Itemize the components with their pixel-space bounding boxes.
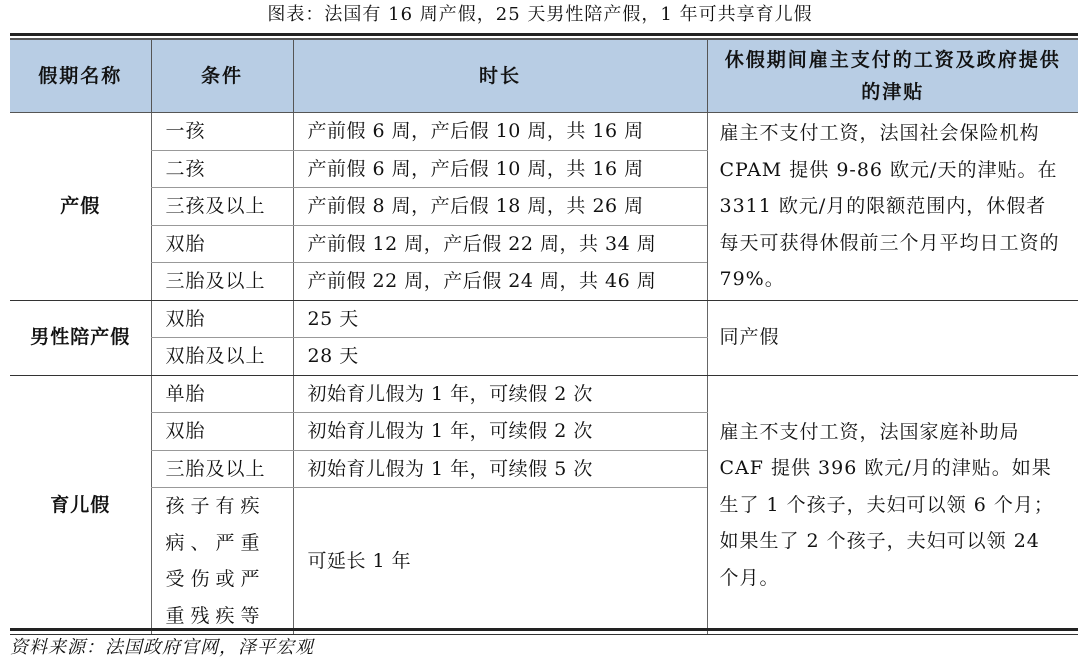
duration-cell: 28 天: [293, 338, 707, 376]
duration-cell: 初始育儿假为 1 年，可续假 2 次: [293, 413, 707, 451]
condition-cell: 双胎及以上: [151, 338, 293, 376]
category-paternity: 男性陪产假: [10, 300, 151, 375]
allowance-maternity: 雇主不支付工资，法国社会保险机构 CPAM 提供 9-86 欧元/天的津贴。在 3311 欧元/月的限额范围内，休假者每天可获得休假前三个月平均日工资的 79%。: [707, 113, 1078, 301]
condition-cell: 三胎及以上: [151, 450, 293, 488]
duration-cell: 可延长 1 年: [293, 488, 707, 635]
table-row: [10, 113, 1078, 151]
condition-cell: 双胎: [151, 413, 293, 451]
category-maternity: 产假: [10, 113, 151, 301]
condition-cell: 三孩及以上: [151, 188, 293, 226]
condition-cell: 孩子有疾病、严重受伤或严重残疾等: [151, 488, 293, 635]
condition-cell: 二孩: [151, 150, 293, 188]
duration-cell: 产前假 12 周，产后假 22 周，共 34 周: [293, 225, 707, 263]
bottom-rule: [10, 628, 1078, 631]
leave-table: [10, 38, 1078, 635]
category-parental: 育儿假: [10, 375, 151, 635]
condition-cell: 双胎: [151, 225, 293, 263]
allowance-parental: 雇主不支付工资，法国家庭补助局 CAF 提供 396 欧元/月的津贴。如果生了 1 个孩子，夫妇可以领 6 个月；如果生了 2 个孩子，夫妇可以领 24 个月。: [707, 375, 1078, 635]
duration-cell: 产前假 8 周，产后假 18 周，共 26 周: [293, 188, 707, 226]
top-rule: [10, 33, 1078, 36]
source-note: 资料来源：法国政府官网，泽平宏观: [10, 637, 314, 658]
header-row: [10, 39, 1078, 113]
table-row: [10, 300, 1078, 338]
table-row: [10, 375, 1078, 413]
condition-cell: 三胎及以上: [151, 263, 293, 301]
header-condition: 条件: [151, 39, 293, 113]
duration-cell: 产前假 6 周，产后假 10 周，共 16 周: [293, 150, 707, 188]
condition-cell: 一孩: [151, 113, 293, 151]
duration-cell: 25 天: [293, 300, 707, 338]
header-leave-type: 假期名称: [10, 39, 151, 113]
duration-cell: 产前假 6 周，产后假 10 周，共 16 周: [293, 113, 707, 151]
duration-cell: 产前假 22 周，产后假 24 周，共 46 周: [293, 263, 707, 301]
condition-cell: 双胎: [151, 300, 293, 338]
allowance-paternity: 同产假: [707, 300, 1078, 375]
figure-title: 图表：法国有 16 周产假，25 天男性陪产假，1 年可共享育儿假: [267, 4, 813, 25]
duration-cell: 初始育儿假为 1 年，可续假 2 次: [293, 375, 707, 413]
header-allowance: 休假期间雇主支付的工资及政府提供的津贴: [707, 39, 1078, 113]
condition-cell: 单胎: [151, 375, 293, 413]
duration-cell: 初始育儿假为 1 年，可续假 5 次: [293, 450, 707, 488]
header-duration: 时长: [293, 39, 707, 113]
